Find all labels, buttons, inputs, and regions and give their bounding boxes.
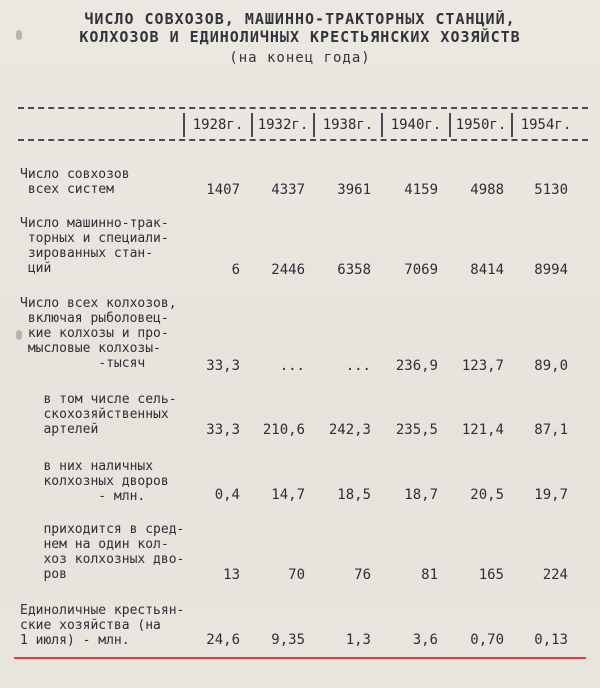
table-cell: 2446	[271, 262, 305, 278]
row-label: Единоличные крестьян- ские хозяйства (на 1 июля) - млн.	[20, 603, 185, 648]
table-cell: 224	[542, 567, 568, 583]
table-cell: 235,5	[395, 422, 438, 438]
table-cell: 9,35	[271, 632, 305, 648]
year-header-cell: 1928г.	[183, 113, 251, 137]
table-cell: 33,3	[206, 422, 240, 438]
table-cell: 210,6	[262, 422, 305, 438]
table-cell: ...	[279, 358, 305, 374]
table-cell: 121,4	[461, 422, 504, 438]
table-cell: 4988	[470, 182, 504, 198]
year-header-cell: 1954г.	[511, 113, 579, 137]
table-cell: 242,3	[328, 422, 371, 438]
table-cell: 6358	[337, 262, 371, 278]
table-cell: 0,4	[214, 487, 240, 503]
table-cell: 20,5	[470, 487, 504, 503]
table-cell: 3,6	[412, 632, 438, 648]
table-cell: 1,3	[345, 632, 371, 648]
table-cell: 123,7	[461, 358, 504, 374]
table-cell: 8994	[534, 262, 568, 278]
table-cell: 76	[354, 567, 371, 583]
year-header-cell: 1932г.	[251, 113, 313, 137]
table-cell: 8414	[470, 262, 504, 278]
row-label: в том числе сель- скохозяйственных артелей	[43, 392, 177, 437]
table-cell: 81	[421, 567, 438, 583]
table-cell: 3961	[337, 182, 371, 198]
header-top-rule	[18, 107, 588, 109]
title-line-1: ЧИСЛО СОВХОЗОВ, МАШИННО-ТРАКТОРНЫХ СТАНЦИЙ,	[84, 10, 516, 28]
row-label: приходится в сред- нем на один кол- хоз колхозных дво- ров	[43, 522, 185, 582]
table-cell: 33,3	[206, 358, 240, 374]
table-cell: 24,6	[206, 632, 240, 648]
table-cell: 6	[231, 262, 240, 278]
table-cell: 236,9	[395, 358, 438, 374]
table-cell: 7069	[404, 262, 438, 278]
table-cell: 89,0	[534, 358, 568, 374]
table-cell: 87,1	[534, 422, 568, 438]
table-cell: 18,5	[337, 487, 371, 503]
table-cell: 0,13	[534, 632, 568, 648]
table-cell: 13	[223, 567, 240, 583]
red-underline	[14, 657, 586, 659]
table-cell: 14,7	[271, 487, 305, 503]
table-cell: 0,70	[470, 632, 504, 648]
table-cell: 70	[288, 567, 305, 583]
title-subtitle: (на конец года)	[229, 50, 371, 66]
table-cell: 18,7	[404, 487, 438, 503]
row-label: в них наличных колхозных дворов - млн.	[43, 459, 169, 504]
table-cell: 1407	[206, 182, 240, 198]
table-cell: 4159	[404, 182, 438, 198]
header-bottom-rule	[18, 139, 588, 141]
row-label: Число всех колхозов, включая рыболовец- кие колхозы и про- мысловые колхозы- -тысяч	[20, 296, 177, 371]
year-header-cell: 1938г.	[313, 113, 381, 137]
table-cell: 19,7	[534, 487, 568, 503]
table-cell: 5130	[534, 182, 568, 198]
table-cell: ...	[345, 358, 371, 374]
title-line-2: КОЛХОЗОВ И ЕДИНОЛИЧНЫХ КРЕСТЬЯНСКИХ ХОЗЯЙСТВ	[79, 28, 521, 46]
table-cell: 4337	[271, 182, 305, 198]
row-label: Число машинно-трак- торных и специали- зированных стан- ций	[20, 216, 169, 276]
table-cell: 165	[478, 567, 504, 583]
year-header-cell: 1940г.	[381, 113, 449, 137]
row-label: Число совхозов всех систем	[20, 167, 130, 197]
year-header-cell: 1950г.	[449, 113, 511, 137]
